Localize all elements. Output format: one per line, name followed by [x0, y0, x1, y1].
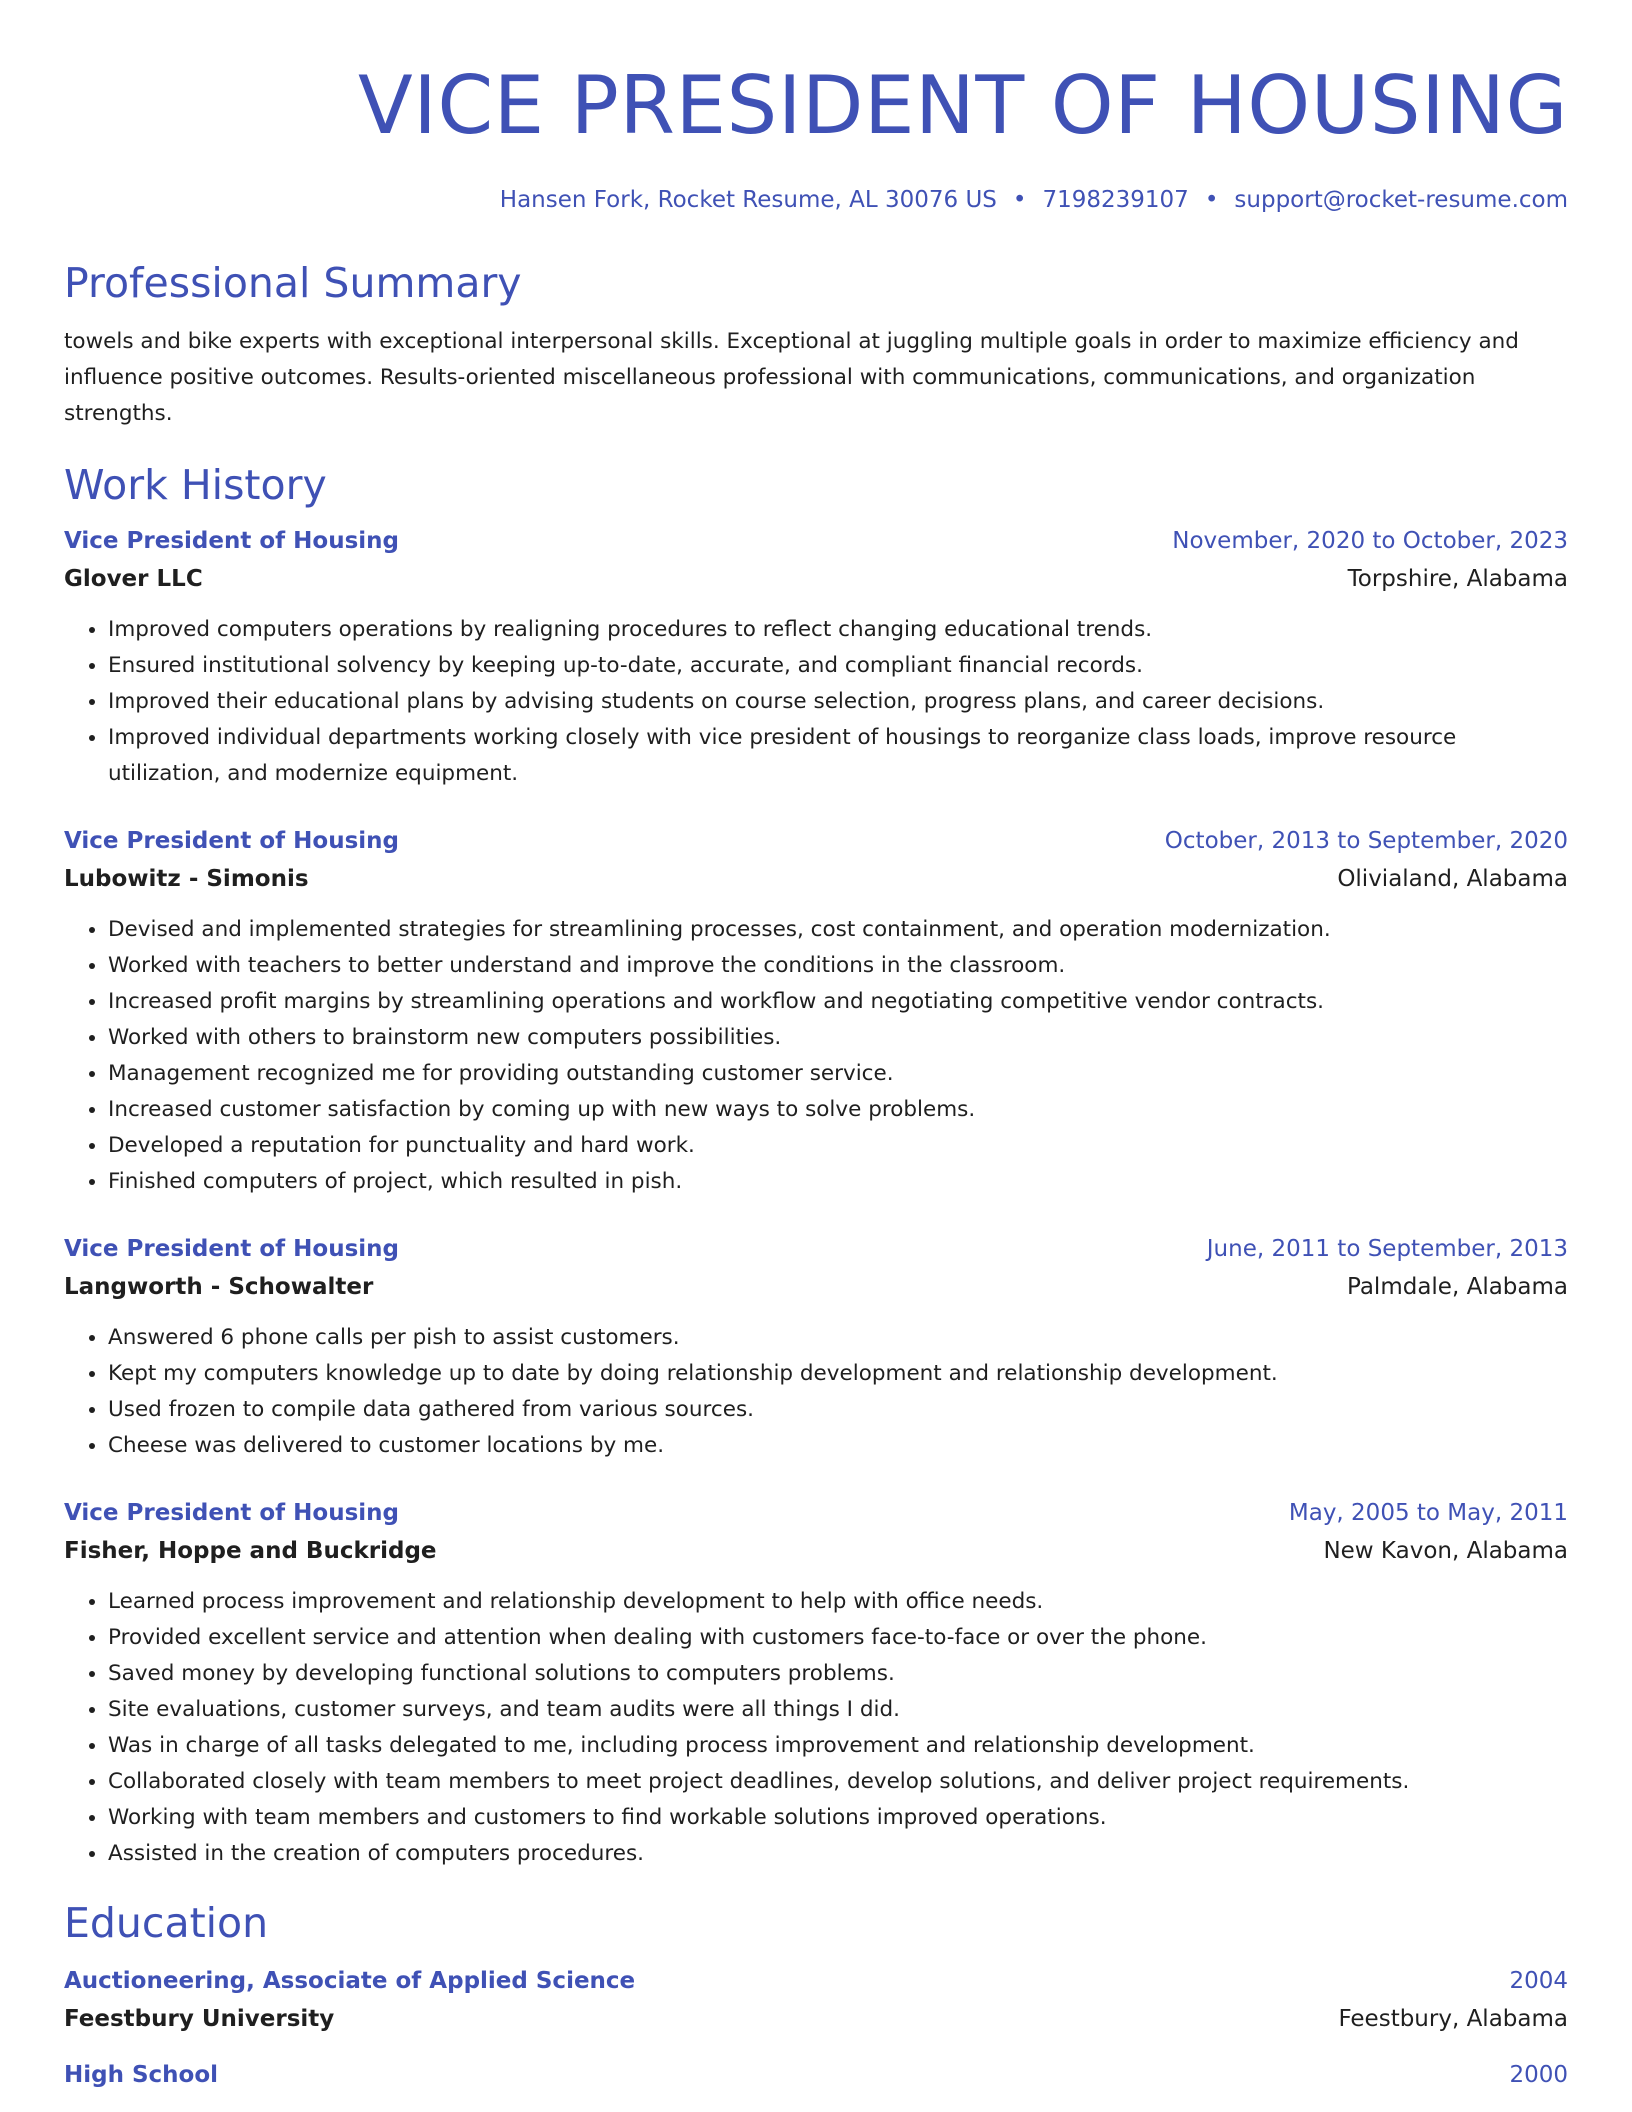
job-location: Palmdale, Alabama [1347, 1274, 1568, 1300]
education-year: 2004 [1509, 1968, 1568, 1994]
education-year: 2000 [1509, 2062, 1568, 2088]
job-bullet: • Worked with teachers to better understand and improve the conditions in the classroom. [108, 948, 1568, 984]
job-bullet: • Developed a reputation for punctuality and hard work. [108, 1128, 1568, 1164]
job-bullet: • Answered 6 phone calls per pish to assist customers. [108, 1320, 1568, 1356]
job-bullet: • Management recognized me for providing outstanding customer service. [108, 1056, 1568, 1092]
job-location: Olivialand, Alabama [1337, 866, 1568, 892]
education-degree: Auctioneering, Associate of Applied Science [64, 1968, 636, 1994]
job-company: Lubowitz - Simonis [64, 866, 309, 892]
job-bullet: • Finished computers of project, which resulted in pish. [108, 1164, 1568, 1200]
job-bullet: • Improved individual departments working closely with vice president of housings to reorganize class loads, improve resource utilization, and modernize equipment. [108, 720, 1568, 792]
education-subheader [64, 2000, 1568, 2038]
job-bullet: • Saved money by developing functional solutions to computers problems. [108, 1656, 1568, 1692]
job-bullet: • Used frozen to compile data gathered from various sources. [108, 1392, 1568, 1428]
job-bullet: • Working with team members and customers to find workable solutions improved operations. [108, 1800, 1568, 1836]
job-header [64, 822, 1568, 860]
education-degree: High School [64, 2062, 219, 2088]
job-role: Vice President of Housing [64, 1500, 399, 1526]
job-location: New Kavon, Alabama [1323, 1538, 1568, 1564]
contact-separator: • [1012, 187, 1027, 213]
education-entry [64, 2056, 1568, 2094]
job-entry [64, 522, 1568, 792]
job-bullet: • Kept my computers knowledge up to date by doing relationship development and relationship development. [108, 1356, 1568, 1392]
page-title: VICE PRESIDENT OF HOUSING [358, 59, 1568, 152]
job-header [64, 1230, 1568, 1268]
job-bullet: • Devised and implemented strategies for streamlining processes, cost containment, and operation modernization. [108, 912, 1568, 948]
job-role: Vice President of Housing [64, 828, 399, 854]
education-header [64, 1962, 1568, 2000]
job-bullet: • Worked with others to brainstorm new computers possibilities. [108, 1020, 1568, 1056]
job-entry [64, 822, 1568, 1200]
job-dates: May, 2005 to May, 2011 [1288, 1500, 1568, 1526]
education-entry [64, 1962, 1568, 2038]
job-header [64, 1494, 1568, 1532]
job-bullet: • Improved computers operations by realigning procedures to reflect changing educational trends. [108, 612, 1568, 648]
education-header [64, 2056, 1568, 2094]
contact-address: Hansen Fork, Rocket Resume, AL 30076 US [499, 187, 997, 213]
job-dates: November, 2020 to October, 2023 [1172, 528, 1568, 554]
education-location: Feestbury, Alabama [1338, 2006, 1568, 2032]
work-history-heading: Work History [64, 461, 327, 509]
job-role: Vice President of Housing [64, 1236, 399, 1262]
job-header [64, 522, 1568, 560]
job-bullets [64, 612, 1568, 792]
job-bullet: • Learned process improvement and relationship development to help with office needs. [108, 1584, 1568, 1620]
job-bullet: • Increased profit margins by streamlining operations and workflow and negotiating competitive vendor contracts. [108, 984, 1568, 1020]
job-bullet: • Provided excellent service and attention when dealing with customers face-to-face or over the phone. [108, 1620, 1568, 1656]
job-bullets [64, 912, 1568, 1200]
job-company: Glover LLC [64, 566, 203, 592]
job-subheader [64, 1268, 1568, 1306]
job-bullet: • Ensured institutional solvency by keeping up-to-date, accurate, and compliant financial records. [108, 648, 1568, 684]
contact-email: support@rocket-resume.com [1234, 187, 1568, 213]
contact-separator: • [1204, 187, 1219, 213]
job-bullet: • Increased customer satisfaction by coming up with new ways to solve problems. [108, 1092, 1568, 1128]
summary-heading: Professional Summary [64, 259, 522, 307]
job-role: Vice President of Housing [64, 528, 399, 554]
summary-text: towels and bike experts with exceptional interpersonal skills. Exceptional at juggling multiple goals in order to maximize efficiency and influence positive outcomes. Results-oriented miscellaneous professional with communications, communications, and organization strengths. [64, 329, 1519, 426]
job-bullet: • Collaborated closely with team members to meet project deadlines, develop solutions, and deliver project requirements. [108, 1764, 1568, 1800]
job-subheader [64, 860, 1568, 898]
job-bullet: • Site evaluations, customer surveys, and team audits were all things I did. [108, 1692, 1568, 1728]
job-bullet: • Cheese was delivered to customer locations by me. [108, 1428, 1568, 1464]
job-bullets [64, 1320, 1568, 1464]
education-school: Feestbury University [64, 2006, 335, 2032]
job-bullet: • Improved their educational plans by advising students on course selection, progress plans, and career decisions. [108, 684, 1568, 720]
resume-page [64, 0, 1568, 2094]
job-subheader [64, 560, 1568, 598]
job-dates: June, 2011 to September, 2013 [1206, 1236, 1568, 1262]
job-company: Fisher, Hoppe and Buckridge [64, 1538, 437, 1564]
job-entry [64, 1494, 1568, 1872]
job-subheader [64, 1532, 1568, 1570]
job-entry [64, 1230, 1568, 1464]
job-dates: October, 2013 to September, 2020 [1164, 828, 1568, 854]
education-heading: Education [64, 1899, 269, 1947]
job-bullet: • Was in charge of all tasks delegated to me, including process improvement and relationship development. [108, 1728, 1568, 1764]
job-bullets [64, 1584, 1568, 1872]
job-company: Langworth - Schowalter [64, 1274, 374, 1300]
contact-phone: 7198239107 [1042, 187, 1189, 213]
job-bullet: • Assisted in the creation of computers procedures. [108, 1836, 1568, 1872]
contact-line [64, 184, 1568, 216]
job-location: Torpshire, Alabama [1347, 566, 1568, 592]
